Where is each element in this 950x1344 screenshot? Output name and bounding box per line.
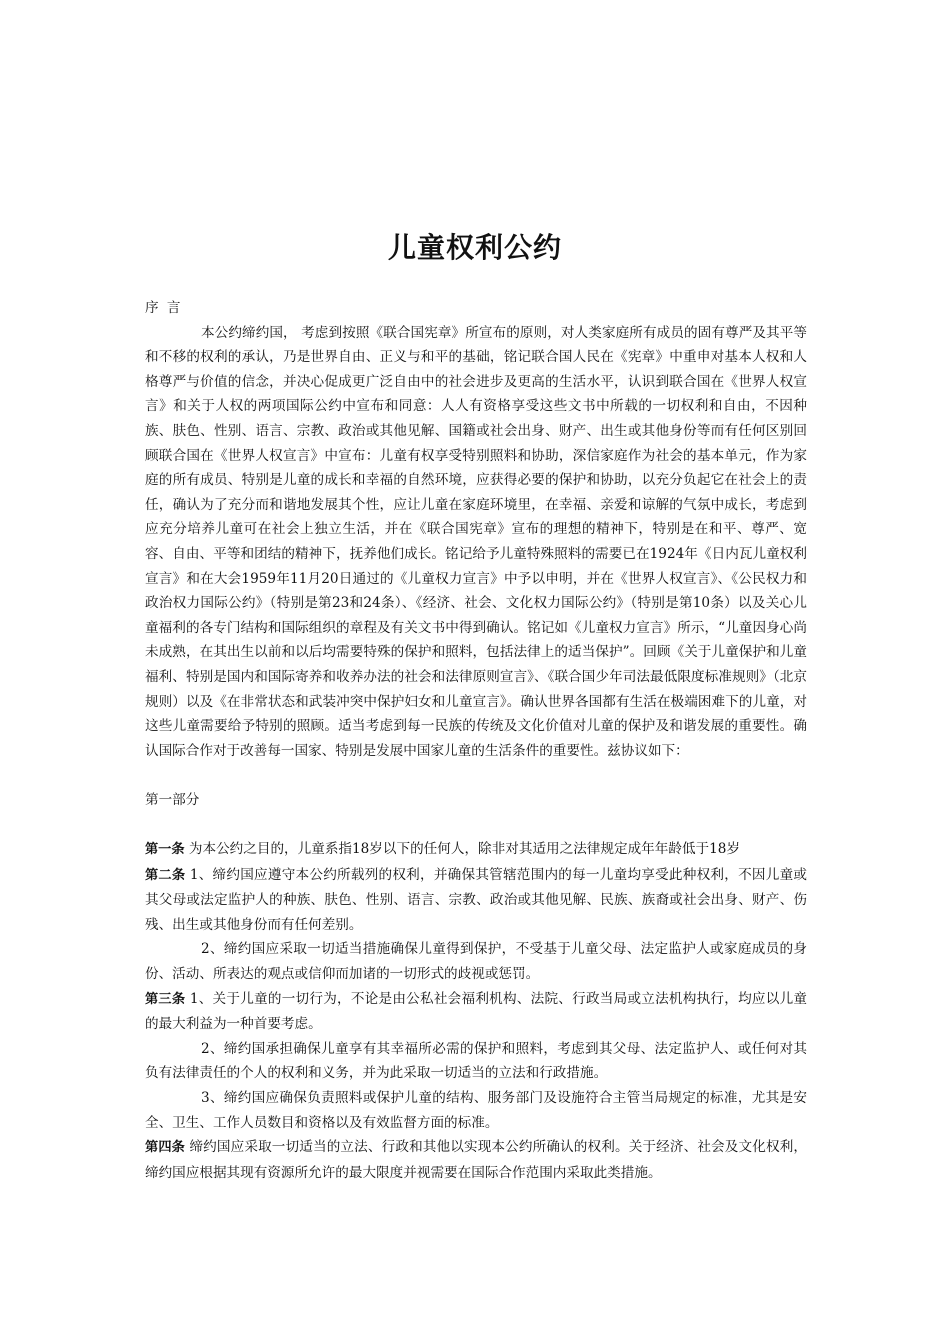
article-text: 1、关于儿童的一切行为，不论是由公私社会福利机构、法院、行政当局或立法机构执行，均应以儿童的最大利益为一种首要考虑。: [145, 990, 807, 1033]
article-label: 第四条: [145, 1140, 185, 1156]
article-1: [145, 837, 807, 863]
article-2: [145, 863, 807, 938]
article-3-paragraph-3: 3、缔约国应确保负责照料或保护儿童的结构、服务部门及设施符合主管当局规定的标准，尤其是安全、卫生、工作人员数目和资格以及有效监督方面的标准。: [145, 1090, 807, 1131]
document-title: 儿童权利公约: [387, 231, 562, 264]
article-2-paragraph-2: 2、缔约国应采取一切适当措施确保儿童得到保护，不受基于儿童父母、法定监护人或家庭成员的身份、活动、所表达的观点或信仰而加诸的一切形式的歧视或惩罚。: [145, 941, 807, 983]
article-text: 为本公约之目的，儿童系指18岁以下的任何人，除非对其适用之法律规定成年年龄低于18岁: [188, 841, 741, 858]
article-label: 第二条: [145, 867, 186, 883]
article-text: 1、缔约国应遵守本公约所载列的权利，并确保其管辖范围内的每一儿童均享受此种权利，不因儿童或其父母或法定监护人的种族、肤色、性别、语言、宗教、政治或其他见解、民族、族裔或社会出身、财产、伤残、出生或其他身份而有任何差别。: [145, 866, 807, 933]
article-label: 第一条: [145, 842, 185, 858]
article-label: 第三条: [145, 991, 186, 1007]
spacer: [145, 763, 807, 788]
document-body: [145, 296, 807, 1185]
article-3-paragraph-2: 2、缔约国承担确保儿童享有其幸福所必需的保护和照料，考虑到其父母、法定监护人、或任何对其负有法律责任的个人的权利和义务，并为此采取一切适当的立法和行政措施。: [145, 1040, 807, 1082]
part-heading: 第一部分: [145, 791, 200, 808]
article-3: [145, 987, 807, 1037]
article-4: [145, 1135, 807, 1185]
preface-heading: 序 言: [145, 300, 183, 316]
article-text: 缔约国应采取一切适当的立法、行政和其他以实现本公约所确认的权利。关于经济、社会及文化权利，缔约国应根据其现有资源所允许的最大限度并视需要在国际合作范围内采取此类措施。: [145, 1139, 808, 1181]
preface-paragraph: 本公约缔约国， 考虑到按照《联合国宪章》所宣布的原则，对人类家庭所有成员的固有尊严及其平等和不移的权利的承认，乃是世界自由、正义与和平的基础，铭记联合国人民在《宪章》中重申对基本人权和人格尊严与价值的信念，并决心促成更广泛自由中的社会进步及更高的生活水平，认识到联合国在《世界人权宣言》和关于人权的两项国际公约中宣布和同意：人人有资格享受这些文书中所载的一切权利和自由，不因种族、肤色、性别、语言、宗教、政治或其他见解、国籍或社会出身、财产、出生或其他身份等而有任何区别回顾联合国在《世界人权宣言》中宣布：儿童有权享受特别照料和协助，深信家庭作为社会的基本单元，作为家庭的所有成员、特别是儿童的成长和幸福的自然环境，应获得必要的保护和协助，以充分负起它在社会上的责任，确认为了充分而和谐地发展其个性，应让儿童在家庭环境里，在幸福、亲爱和谅解的气氛中成长，考虑到应充分培养儿童可在社会上独立生活，并在《联合国宪章》宣布的理想的精神下，特别是在和平、尊严、宽容、自由、平等和团结的精神下，抚养他们成长。铭记给予儿童特殊照料的需要已在1924年《日内瓦儿童权利宣言》和在大会1959年11月20日通过的《儿童权力宣言》中予以申明，并在《世界人权宣言》、《公民权力和政治权力国际公约》（特别是第23和24条）、《经济、社会、文化权力国际公约》（特别是第10条）以及关心儿童福利的各专门结构和国际组织的章程及有关文书中得到确认。铭记如《儿童权力宣言》所示，“儿童因身心尚未成熟，在其出生以前和以后均需要特殊的保护和照料，包括法律上的适当保护”。回顾《关于儿童保护和儿童福利、特别是国内和国际寄养和收养办法的社会和法律原则宣言》、《联合国少年司法最低限度标准规则》（北京规则）以及《在非常状态和武装冲突中保护妇女和儿童宣言》。确认世界各国都有生活在极端困难下的儿童，对这些儿童需要给予特别的照顾。适当考虑到每一民族的传统及文化价值对儿童的保护及和谐发展的重要性。确认国际合作对于改善每一国家、特别是发展中国家儿童的生活条件的重要性。兹协议如下：: [145, 324, 807, 759]
spacer: [145, 812, 807, 837]
